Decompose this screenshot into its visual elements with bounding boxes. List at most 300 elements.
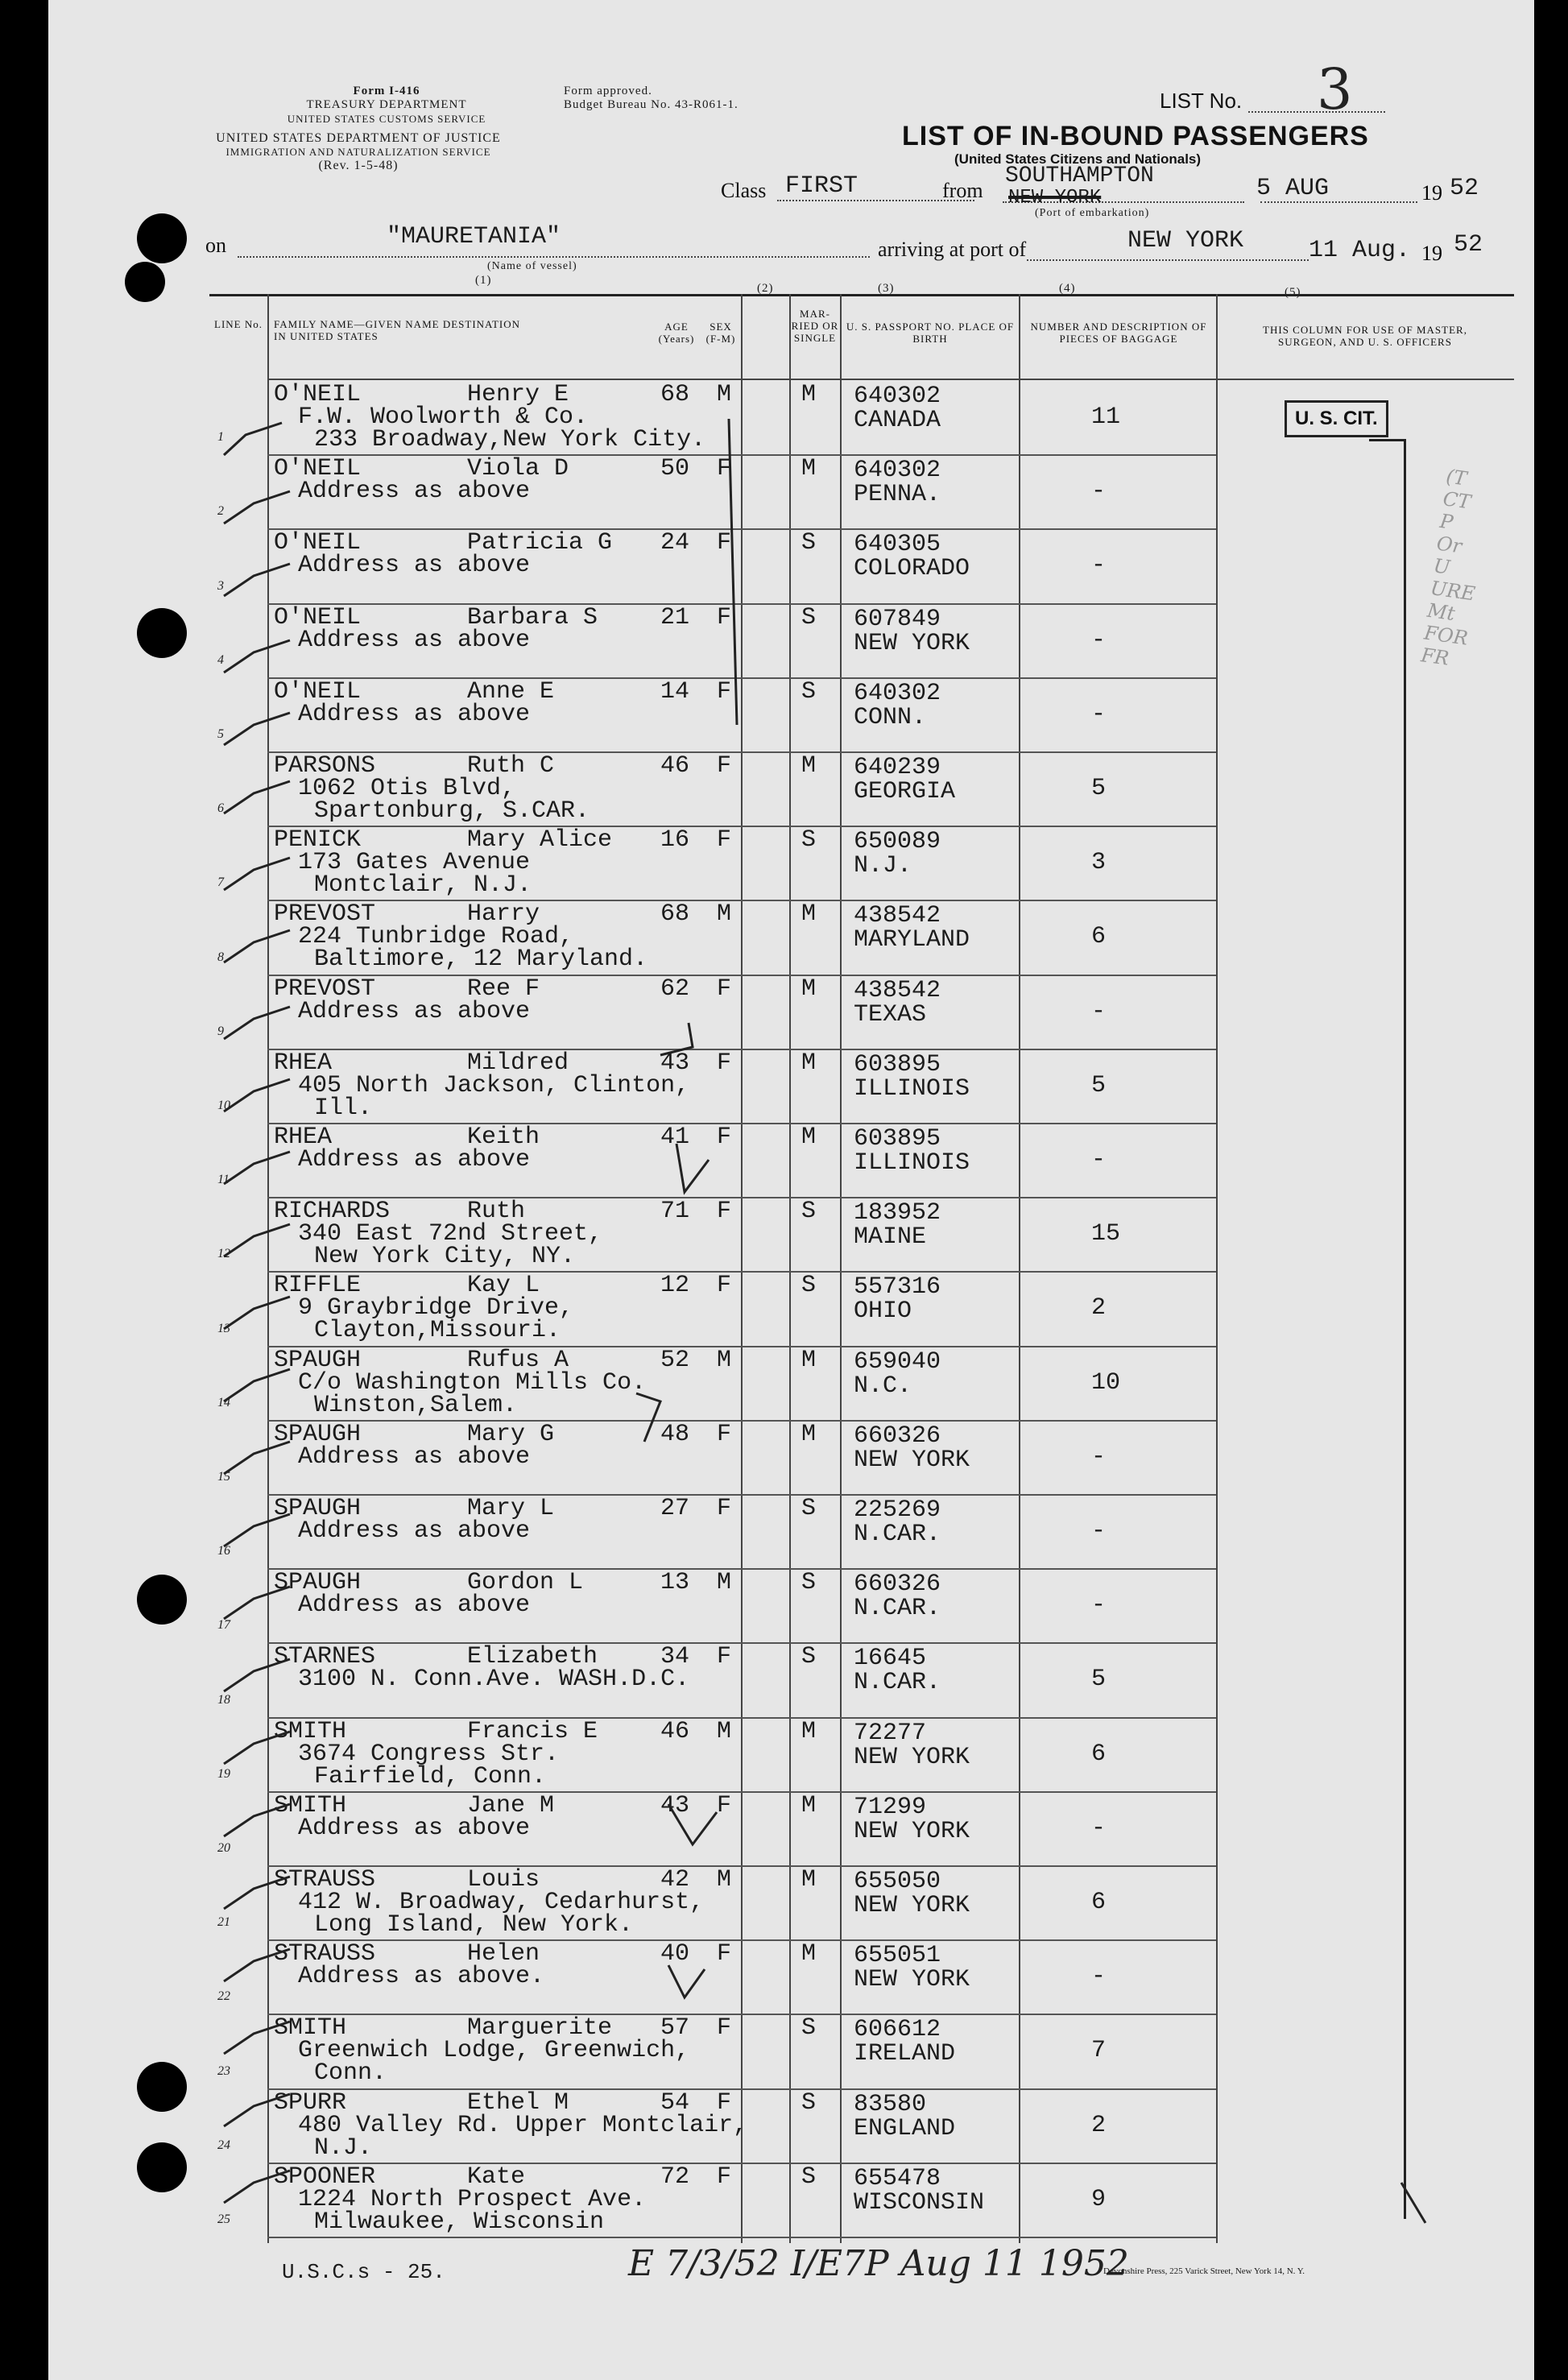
row-address-line-1: Address as above — [298, 1591, 531, 1619]
row-address-line-1: 9 Graybridge Drive, — [298, 1294, 574, 1322]
row-passport-number: 183952 — [854, 1199, 941, 1227]
row-address-line-1: Address as above — [298, 701, 531, 728]
row-baggage: 5 — [1091, 1666, 1107, 1693]
row-baggage: 6 — [1091, 1889, 1107, 1916]
row-sex: M — [717, 1718, 732, 1745]
row-sex: F — [717, 1049, 732, 1077]
row-given-name: Harry — [467, 900, 540, 928]
row-given-name: Ethel M — [467, 2089, 569, 2117]
row-address-line-1: 173 Gates Avenue — [298, 849, 531, 876]
row-passport-number: 655050 — [854, 1868, 941, 1895]
row-sex: F — [717, 2089, 732, 2117]
row-sex: M — [717, 1866, 732, 1894]
row-given-name: Patricia G — [467, 529, 613, 557]
row-address-line-1: 405 North Jackson, Clinton, — [298, 1072, 690, 1099]
row-age: 24 — [660, 529, 690, 557]
column-number-3: (3) — [878, 282, 895, 295]
row-given-name: Ree F — [467, 975, 540, 1003]
row-line-number: 16 — [217, 1544, 230, 1558]
row-sex: M — [717, 1569, 732, 1596]
us-citizen-stamp: U. S. CIT. — [1285, 400, 1388, 437]
row-marital-status: S — [801, 1198, 817, 1225]
row-address-line-2: Winston,Salem. — [314, 1392, 518, 1419]
row-given-name: Louis — [467, 1866, 540, 1894]
row-passport-number: 655478 — [854, 2165, 941, 2192]
row-passport-number: 659040 — [854, 1348, 941, 1376]
row-marital-status: M — [801, 1792, 817, 1819]
row-age: 72 — [660, 2163, 690, 2191]
row-sex: F — [717, 2163, 732, 2191]
row-baggage: - — [1091, 1443, 1107, 1471]
row-line-number: 18 — [217, 1693, 230, 1707]
col-header-passport: U. S. PASSPORT NO. PLACE OF BIRTH — [846, 321, 1015, 345]
row-age: 14 — [660, 678, 690, 706]
row-passport-number: 650089 — [854, 828, 941, 855]
faint-margin-notes: (T CT P Or U URE Mt FOR FR — [1419, 465, 1477, 670]
row-baggage: 3 — [1091, 849, 1107, 876]
row-place-of-birth: NEW YORK — [854, 1892, 970, 1919]
row-place-of-birth: GEORGIA — [854, 778, 956, 805]
row-given-name: Kate — [467, 2163, 526, 2191]
embark-date: 5 AUG — [1256, 175, 1330, 202]
row-baggage: - — [1091, 1591, 1107, 1619]
row-baggage: - — [1091, 478, 1107, 505]
row-baggage: 15 — [1091, 1220, 1121, 1248]
row-place-of-birth: WISCONSIN — [854, 2189, 985, 2217]
from-struck-value: NEW YORK — [1008, 187, 1102, 209]
row-address-line-1: 3674 Congress Str. — [298, 1741, 560, 1768]
row-line-number: 5 — [217, 727, 224, 741]
row-age: 46 — [660, 1718, 690, 1745]
footer-handwritten-note: E 7/3/52 I/E7P Aug 11 1952 — [628, 2243, 1129, 2284]
row-line-number: 25 — [217, 2212, 230, 2226]
row-address-line-1: C/o Washington Mills Co. — [298, 1369, 647, 1397]
embark-year: 52 — [1450, 175, 1479, 202]
row-line-number: 19 — [217, 1767, 230, 1781]
row-given-name: Anne E — [467, 678, 555, 706]
row-address-line-2: New York City, NY. — [314, 1243, 576, 1270]
row-sex: F — [717, 1421, 732, 1448]
row-passport-number: 640302 — [854, 383, 941, 410]
row-given-name: Henry E — [467, 381, 569, 408]
row-marital-status: S — [801, 2014, 817, 2042]
row-address-line-2: Fairfield, Conn. — [314, 1763, 547, 1790]
column-number-5: (5) — [1285, 286, 1301, 299]
revision: (Rev. 1-5-48) — [318, 159, 399, 172]
row-age: 68 — [660, 900, 690, 928]
row-baggage: 11 — [1091, 404, 1121, 431]
row-baggage: 9 — [1091, 2186, 1107, 2213]
col-header-age: AGE (Years) — [658, 321, 695, 345]
row-given-name: Marguerite — [467, 2014, 613, 2042]
row-place-of-birth: N.J. — [854, 852, 912, 880]
row-passport-number: 607849 — [854, 606, 941, 633]
row-given-name: Elizabeth — [467, 1643, 598, 1670]
row-passport-number: 72277 — [854, 1720, 927, 1747]
row-baggage: - — [1091, 552, 1107, 579]
row-given-name: Rufus A — [467, 1347, 569, 1374]
row-address-line-2: Long Island, New York. — [314, 1911, 634, 1939]
embark-caption: (Port of embarkation) — [1035, 207, 1150, 219]
on-label: on — [205, 234, 226, 257]
row-marital-status: M — [801, 975, 817, 1003]
row-line-number: 22 — [217, 1989, 230, 2003]
row-given-name: Ruth C — [467, 752, 555, 780]
row-given-name: Barbara S — [467, 604, 598, 631]
row-line-number: 15 — [217, 1470, 230, 1484]
row-place-of-birth: ENGLAND — [854, 2115, 956, 2142]
row-address-line-1: Address as above — [298, 478, 531, 505]
row-address-line-1: Address as above. — [298, 1963, 545, 1990]
row-family-name: SPURR — [274, 2089, 347, 2117]
row-age: 43 — [660, 1049, 690, 1077]
row-marital-status: M — [801, 381, 817, 408]
row-marital-status: M — [801, 1347, 817, 1374]
row-place-of-birth: ILLINOIS — [854, 1075, 970, 1103]
row-line-number: 17 — [217, 1618, 230, 1632]
row-address-line-1: Address as above — [298, 1146, 531, 1173]
row-place-of-birth: CANADA — [854, 407, 941, 434]
row-marital-status: M — [801, 1866, 817, 1894]
row-age: 27 — [660, 1495, 690, 1522]
row-place-of-birth: NEW YORK — [854, 630, 970, 657]
row-age: 62 — [660, 975, 690, 1003]
row-baggage: 5 — [1091, 775, 1107, 802]
row-family-name: O'NEIL — [274, 604, 362, 631]
row-marital-status: S — [801, 529, 817, 557]
row-baggage: 6 — [1091, 1741, 1107, 1768]
row-sex: M — [717, 900, 732, 928]
row-age: 50 — [660, 455, 690, 482]
row-family-name: SPAUGH — [274, 1569, 362, 1596]
row-given-name: Viola D — [467, 455, 569, 482]
row-given-name: Ruth — [467, 1198, 526, 1225]
row-age: 54 — [660, 2089, 690, 2117]
row-address-line-1: Address as above — [298, 998, 531, 1025]
row-address-line-1: Address as above — [298, 1815, 531, 1842]
row-marital-status: M — [801, 455, 817, 482]
row-family-name: STARNES — [274, 1643, 376, 1670]
customs-service: UNITED STATES CUSTOMS SERVICE — [287, 113, 486, 125]
row-passport-number: 83580 — [854, 2091, 927, 2118]
row-age: 42 — [660, 1866, 690, 1894]
row-address-line-2: Ill. — [314, 1095, 373, 1122]
row-family-name: O'NEIL — [274, 455, 362, 482]
row-place-of-birth: NEW YORK — [854, 1447, 970, 1474]
row-address-line-1: F.W. Woolworth & Co. — [298, 404, 589, 431]
row-passport-number: 438542 — [854, 977, 941, 1004]
row-family-name: RHEA — [274, 1124, 333, 1151]
row-given-name: Mary L — [467, 1495, 555, 1522]
row-line-number: 3 — [217, 579, 224, 593]
row-passport-number: 606612 — [854, 2016, 941, 2043]
row-baggage: - — [1091, 1517, 1107, 1545]
row-sex: M — [717, 1347, 732, 1374]
row-line-number: 13 — [217, 1322, 230, 1335]
row-address-line-1: 224 Tunbridge Road, — [298, 923, 574, 950]
row-passport-number: 603895 — [854, 1125, 941, 1153]
row-family-name: SPAUGH — [274, 1495, 362, 1522]
row-marital-status: S — [801, 826, 817, 854]
row-given-name: Mary G — [467, 1421, 555, 1448]
row-line-number: 12 — [217, 1247, 230, 1260]
col-header-married: MAR- RIED OR SINGLE — [791, 308, 839, 344]
from-value: SOUTHAMPTON — [1005, 163, 1154, 188]
row-age: 46 — [660, 752, 690, 780]
row-address-line-1: Address as above — [298, 1443, 531, 1471]
row-baggage: 7 — [1091, 2037, 1107, 2064]
row-address-line-1: 1062 Otis Blvd, — [298, 775, 516, 802]
row-address-line-2: Spartonburg, S.CAR. — [314, 797, 590, 825]
row-age: 40 — [660, 1940, 690, 1968]
row-marital-status: S — [801, 678, 817, 706]
row-passport-number: 640302 — [854, 680, 941, 707]
footer-printer: Devonshire Press, 225 Varick Street, New York 14, N. Y. — [1103, 2266, 1305, 2276]
row-sex: F — [717, 1940, 732, 1968]
arriving-label: arriving at port of — [878, 238, 1027, 261]
arrival-year: 52 — [1454, 231, 1483, 259]
row-marital-status: M — [801, 1718, 817, 1745]
row-sex: F — [717, 604, 732, 631]
row-family-name: PENICK — [274, 826, 362, 854]
row-line-number: 11 — [217, 1173, 230, 1186]
row-place-of-birth: IRELAND — [854, 2040, 956, 2067]
row-passport-number: 660326 — [854, 1571, 941, 1598]
document-sheet — [48, 0, 1534, 2380]
row-given-name: Gordon L — [467, 1569, 584, 1596]
row-place-of-birth: TEXAS — [854, 1001, 927, 1029]
col-header-sex: SEX (F-M) — [705, 321, 736, 345]
row-marital-status: S — [801, 1272, 817, 1299]
row-address-line-2: Montclair, N.J. — [314, 871, 532, 899]
row-sex: F — [717, 1124, 732, 1151]
row-address-line-2: Baltimore, 12 Maryland. — [314, 946, 648, 973]
department-of-justice: UNITED STATES DEPARTMENT OF JUSTICE — [216, 131, 501, 145]
from-label: from — [942, 179, 983, 202]
row-age: 21 — [660, 604, 690, 631]
row-marital-status: M — [801, 1049, 817, 1077]
row-address-line-1: 340 East 72nd Street, — [298, 1220, 603, 1248]
row-place-of-birth: NEW YORK — [854, 1744, 970, 1771]
row-family-name: SMITH — [274, 1792, 347, 1819]
row-sex: F — [717, 678, 732, 706]
port-value: NEW YORK — [1127, 227, 1244, 255]
row-sex: F — [717, 1198, 732, 1225]
row-sex: F — [717, 1272, 732, 1299]
row-family-name: SMITH — [274, 1718, 347, 1745]
row-given-name: Mary Alice — [467, 826, 613, 854]
row-address-line-1: Greenwich Lodge, Greenwich, — [298, 2037, 690, 2064]
row-line-number: 14 — [217, 1396, 230, 1409]
row-family-name: SMITH — [274, 2014, 347, 2042]
row-sex: F — [717, 975, 732, 1003]
row-passport-number: 71299 — [854, 1794, 927, 1821]
row-baggage: 2 — [1091, 2112, 1107, 2139]
row-family-name: RICHARDS — [274, 1198, 391, 1225]
row-address-line-1: 412 W. Broadway, Cedarhurst, — [298, 1889, 705, 1916]
row-marital-status: S — [801, 1495, 817, 1522]
class-value: FIRST — [785, 172, 858, 200]
row-age: 68 — [660, 381, 690, 408]
row-address-line-2: Clayton,Missouri. — [314, 1317, 561, 1344]
row-place-of-birth: NEW YORK — [854, 1966, 970, 1993]
row-family-name: O'NEIL — [274, 678, 362, 706]
row-place-of-birth: COLORADO — [854, 555, 970, 582]
budget-bureau: Budget Bureau No. 43-R061-1. — [564, 98, 738, 111]
row-place-of-birth: MARYLAND — [854, 926, 970, 954]
row-marital-status: S — [801, 2089, 817, 2117]
row-passport-number: 640239 — [854, 754, 941, 781]
arrival-year-prefix: 19 — [1421, 242, 1442, 265]
row-place-of-birth: MAINE — [854, 1223, 927, 1251]
row-sex: F — [717, 1495, 732, 1522]
col-header-name: FAMILY NAME—GIVEN NAME DESTINATION IN UNITED STATES — [274, 318, 521, 342]
vessel-caption: (Name of vessel) — [487, 260, 577, 272]
row-baggage: - — [1091, 998, 1107, 1025]
row-family-name: O'NEIL — [274, 381, 362, 408]
row-sex: F — [717, 826, 732, 854]
row-given-name: Kay L — [467, 1272, 540, 1299]
row-sex: F — [717, 1792, 732, 1819]
row-address-line-2: N.J. — [314, 2134, 373, 2162]
row-address-line-1: Address as above — [298, 627, 531, 654]
row-place-of-birth: ILLINOIS — [854, 1149, 970, 1177]
row-marital-status: S — [801, 1569, 817, 1596]
row-sex: F — [717, 2014, 732, 2042]
row-line-number: 8 — [217, 950, 224, 964]
row-place-of-birth: PENNA. — [854, 481, 941, 508]
row-given-name: Jane M — [467, 1792, 555, 1819]
column-number-2: (2) — [757, 282, 774, 295]
row-address-line-1: 480 Valley Rd. Upper Montclair, — [298, 2112, 748, 2139]
row-place-of-birth: NEW YORK — [854, 1818, 970, 1845]
row-family-name: SPAUGH — [274, 1347, 362, 1374]
row-age: 34 — [660, 1643, 690, 1670]
row-baggage: 10 — [1091, 1369, 1121, 1397]
row-age: 43 — [660, 1792, 690, 1819]
row-marital-status: M — [801, 752, 817, 780]
row-age: 13 — [660, 1569, 690, 1596]
row-place-of-birth: OHIO — [854, 1298, 912, 1325]
row-address-line-1: Address as above — [298, 1517, 531, 1545]
row-address-line-2: 233 Broadway,New York City. — [314, 426, 706, 453]
immigration-service: IMMIGRATION AND NATURALIZATION SERVICE — [225, 146, 491, 158]
row-marital-status: M — [801, 1940, 817, 1968]
row-marital-status: M — [801, 1124, 817, 1151]
col-header-baggage: NUMBER AND DESCRIPTION OF PIECES OF BAGGAGE — [1030, 321, 1207, 345]
row-line-number: 20 — [217, 1841, 230, 1855]
row-line-number: 9 — [217, 1024, 224, 1038]
row-baggage: - — [1091, 1815, 1107, 1842]
row-line-number: 2 — [217, 504, 224, 518]
col-header-line-no: LINE No. — [214, 318, 263, 330]
row-age: 12 — [660, 1272, 690, 1299]
row-age: 52 — [660, 1347, 690, 1374]
row-line-number: 4 — [217, 653, 224, 667]
row-baggage: - — [1091, 627, 1107, 654]
row-given-name: Francis E — [467, 1718, 598, 1745]
column-number-4: (4) — [1059, 282, 1076, 295]
row-marital-status: S — [801, 2163, 817, 2191]
row-address-line-2: Milwaukee, Wisconsin — [314, 2208, 605, 2236]
list-no-label: LIST No. — [1160, 89, 1243, 113]
form-number: Form I-416 — [353, 85, 420, 97]
list-no-value: 3 — [1317, 56, 1353, 122]
row-baggage: - — [1091, 1146, 1107, 1173]
row-family-name: RHEA — [274, 1049, 333, 1077]
row-line-number: 6 — [217, 801, 224, 815]
row-family-name: SPAUGH — [274, 1421, 362, 1448]
footer-form-code: U.S.C.s - 25. — [282, 2260, 445, 2284]
row-place-of-birth: N.CAR. — [854, 1521, 941, 1548]
row-sex: F — [717, 455, 732, 482]
row-baggage: - — [1091, 1963, 1107, 1990]
row-address-line-1: 3100 N. Conn.Ave. WASH.D.C. — [298, 1666, 690, 1693]
row-given-name: Keith — [467, 1124, 540, 1151]
row-family-name: SPOONER — [274, 2163, 376, 2191]
row-sex: M — [717, 381, 732, 408]
row-family-name: STRAUSS — [274, 1940, 376, 1968]
row-marital-status: M — [801, 1421, 817, 1448]
row-line-number: 21 — [217, 1915, 230, 1929]
row-line-number: 1 — [217, 430, 224, 444]
row-passport-number: 225269 — [854, 1496, 941, 1524]
row-place-of-birth: N.CAR. — [854, 1669, 941, 1696]
form-approved: Form approved. — [564, 85, 652, 97]
handwritten-marks — [48, 0, 1534, 2380]
row-age: 16 — [660, 826, 690, 854]
row-line-number: 7 — [217, 875, 224, 889]
row-line-number: 24 — [217, 2138, 230, 2152]
row-address-line-1: 1224 North Prospect Ave. — [298, 2186, 647, 2213]
row-address-line-1: Address as above — [298, 552, 531, 579]
page-title: LIST OF IN-BOUND PASSENGERS — [902, 121, 1369, 151]
embark-year-prefix: 19 — [1421, 181, 1442, 205]
row-sex: F — [717, 1643, 732, 1670]
row-given-name: Helen — [467, 1940, 540, 1968]
row-passport-number: 438542 — [854, 902, 941, 929]
row-passport-number: 16645 — [854, 1645, 927, 1672]
arrival-day: 11 Aug. — [1309, 237, 1411, 264]
row-baggage: 5 — [1091, 1072, 1107, 1099]
row-line-number: 23 — [217, 2064, 230, 2078]
row-sex: F — [717, 529, 732, 557]
row-baggage: - — [1091, 701, 1107, 728]
col-header-officers: THIS COLUMN FOR USE OF MASTER, SURGEON, AND U. S. OFFICERS — [1263, 324, 1467, 348]
row-baggage: 2 — [1091, 1294, 1107, 1322]
row-sex: F — [717, 752, 732, 780]
row-marital-status: S — [801, 604, 817, 631]
row-marital-status: M — [801, 900, 817, 928]
column-number-1: (1) — [475, 274, 492, 287]
row-place-of-birth: N.CAR. — [854, 1595, 941, 1622]
row-line-number: 10 — [217, 1099, 230, 1112]
row-family-name: PREVOST — [274, 900, 376, 928]
row-age: 41 — [660, 1124, 690, 1151]
row-address-line-2: Conn. — [314, 2059, 387, 2087]
row-passport-number: 655051 — [854, 1942, 941, 1969]
row-passport-number: 660326 — [854, 1422, 941, 1450]
row-place-of-birth: N.C. — [854, 1372, 912, 1400]
row-family-name: STRAUSS — [274, 1866, 376, 1894]
row-family-name: PARSONS — [274, 752, 376, 780]
row-age: 71 — [660, 1198, 690, 1225]
row-family-name: RIFFLE — [274, 1272, 362, 1299]
row-age: 57 — [660, 2014, 690, 2042]
row-passport-number: 557316 — [854, 1273, 941, 1301]
class-label: Class — [721, 179, 767, 202]
row-age: 48 — [660, 1421, 690, 1448]
